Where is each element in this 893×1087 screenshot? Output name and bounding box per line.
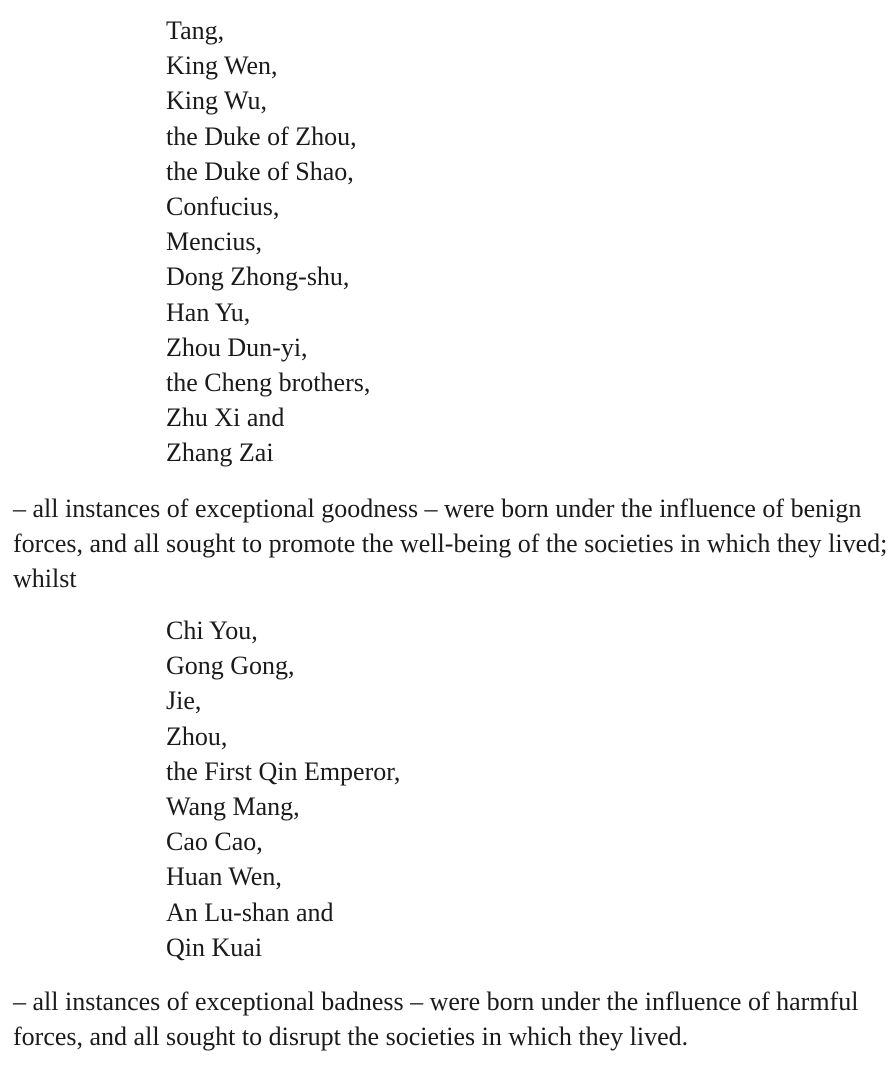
good-figures-list xyxy=(166,13,370,470)
list-item: An Lu-shan and xyxy=(166,897,334,927)
list-item: Jie, xyxy=(166,686,202,716)
list-item: the First Qin Emperor, xyxy=(166,756,401,786)
list-item: Confucius, xyxy=(166,191,280,221)
list-item: Zhou Dun-yi, xyxy=(166,332,308,362)
list-item: the Cheng brothers, xyxy=(166,367,371,397)
bad-paragraph: – all instances of exceptional badness – were born under the influence of harmful forces, and all sought to disrupt the societies in which they lived. xyxy=(13,987,859,1051)
list-item: Chi You, xyxy=(166,616,258,645)
list-item: Cao Cao, xyxy=(166,827,263,857)
list-item: Wang Mang, xyxy=(166,791,300,821)
good-paragraph: – all instances of exceptional goodness – were born under the influence of benign forces, and all sought to promote the well-being of the societies in which they lived; whilst xyxy=(13,494,888,593)
list-item: King Wu, xyxy=(166,86,268,116)
list-item: Dong Zhong-shu, xyxy=(166,262,350,292)
list-item: Zhou, xyxy=(166,721,228,751)
list-item: Gong Gong, xyxy=(166,651,295,681)
list-item: Han Yu, xyxy=(166,297,251,327)
list-item: Tang, xyxy=(166,16,225,45)
list-item: Huan Wen, xyxy=(166,862,282,892)
list-item: Zhang Zai xyxy=(166,438,274,468)
list-item: the Duke of Zhou, xyxy=(166,121,357,151)
list-item: Qin Kuai xyxy=(166,932,263,962)
list-item: Mencius, xyxy=(166,227,263,257)
list-item: the Duke of Shao, xyxy=(166,156,354,186)
list-item: King Wen, xyxy=(166,51,278,81)
list-item: Zhu Xi and xyxy=(166,403,285,433)
bad-figures-list xyxy=(166,613,400,965)
